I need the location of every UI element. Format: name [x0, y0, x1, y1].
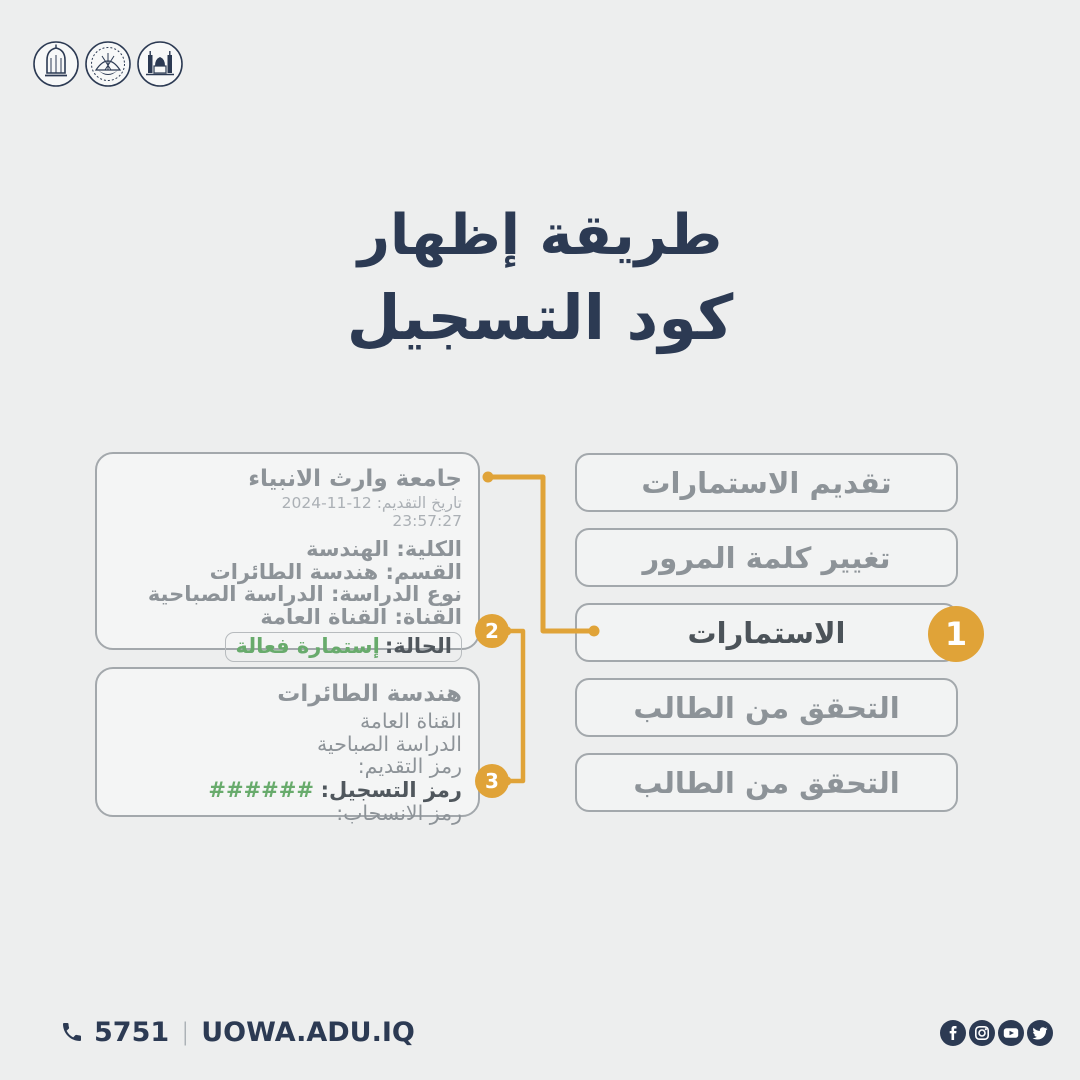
step-3-badge: 3 [475, 764, 509, 798]
status-label: الحالة: [384, 634, 452, 658]
website-url[interactable]: UOWA.ADU.IQ [201, 1016, 415, 1048]
menu-item-verify-student-2[interactable] [575, 753, 958, 812]
card1-submission-date [113, 494, 462, 530]
step-1-badge: 1 [928, 606, 984, 662]
phone-icon [60, 1020, 84, 1044]
card2-detail-rows [113, 711, 462, 778]
university-crescent-logo-icon [84, 40, 132, 88]
menu-item-forms[interactable] [575, 603, 958, 662]
card1-study-type-row: نوع الدراسة: الدراسة الصباحية [147, 582, 462, 606]
card2-submission-code-row: رمز التقديم: [357, 754, 462, 778]
social-icons [940, 1020, 1053, 1046]
card2-department-name: هندسة الطائرات [277, 681, 462, 707]
step-2-badge: 2 [475, 614, 509, 648]
instagram-icon[interactable] [969, 1020, 995, 1046]
menu-item-change-password[interactable] [575, 528, 958, 587]
footer-contact [60, 1012, 415, 1052]
menu-item-label: التحقق من الطالب [633, 690, 900, 725]
registration-codes-card [95, 667, 480, 825]
card1-department-row: القسم: هندسة الطائرات [209, 559, 462, 584]
form-details-card [95, 452, 480, 658]
footer-separator: | [181, 1018, 190, 1046]
card1-channel-row: القناة: القناة العامة [260, 604, 462, 629]
menu-item-submit-forms[interactable] [575, 453, 958, 512]
card1-detail-rows [113, 539, 462, 628]
menu-item-label: تغيير كلمة المرور [642, 540, 891, 575]
youtube-icon[interactable] [998, 1020, 1024, 1046]
logo-row [32, 40, 184, 88]
page-title [0, 196, 1080, 360]
facebook-icon[interactable] [940, 1020, 966, 1046]
menu-item-label: الاستمارات [687, 615, 846, 650]
menu-item-label: التحقق من الطالب [633, 765, 900, 800]
university-mosque-logo-icon [136, 40, 184, 88]
menu-item-label: تقديم الاستمارات [641, 465, 892, 500]
phone-number: 5751 [94, 1016, 170, 1048]
title-line-2: كود التسجيل [346, 281, 734, 354]
card1-status-line [113, 632, 462, 662]
menu-item-verify-student-1[interactable] [575, 678, 958, 737]
status-box [225, 632, 462, 662]
registration-code-label: رمز التسجيل: [320, 777, 462, 802]
registration-code-line [113, 779, 462, 802]
card2-study-row: الدراسة الصباحية [317, 731, 462, 756]
withdrawal-code-row: رمز الانسحاب: [336, 800, 462, 825]
card1-college-row: الكلية: الهندسة [306, 537, 462, 561]
card1-university-name: جامعة وارث الانبياء [248, 466, 462, 492]
status-value-active-form: إستمارة فعالة [235, 634, 380, 658]
card1-time-line: 23:57:27 [392, 512, 462, 530]
card1-date-line: تاريخ التقديم: 12-11-2024 [281, 494, 462, 512]
twitter-icon[interactable] [1027, 1020, 1053, 1046]
card2-channel-row: القناة العامة [359, 709, 462, 733]
registration-code-value: ###### [208, 777, 314, 802]
university-shrine-logo-icon [32, 40, 80, 88]
menu-list [575, 453, 958, 812]
title-line-1: طريقة إظهار [357, 203, 723, 268]
